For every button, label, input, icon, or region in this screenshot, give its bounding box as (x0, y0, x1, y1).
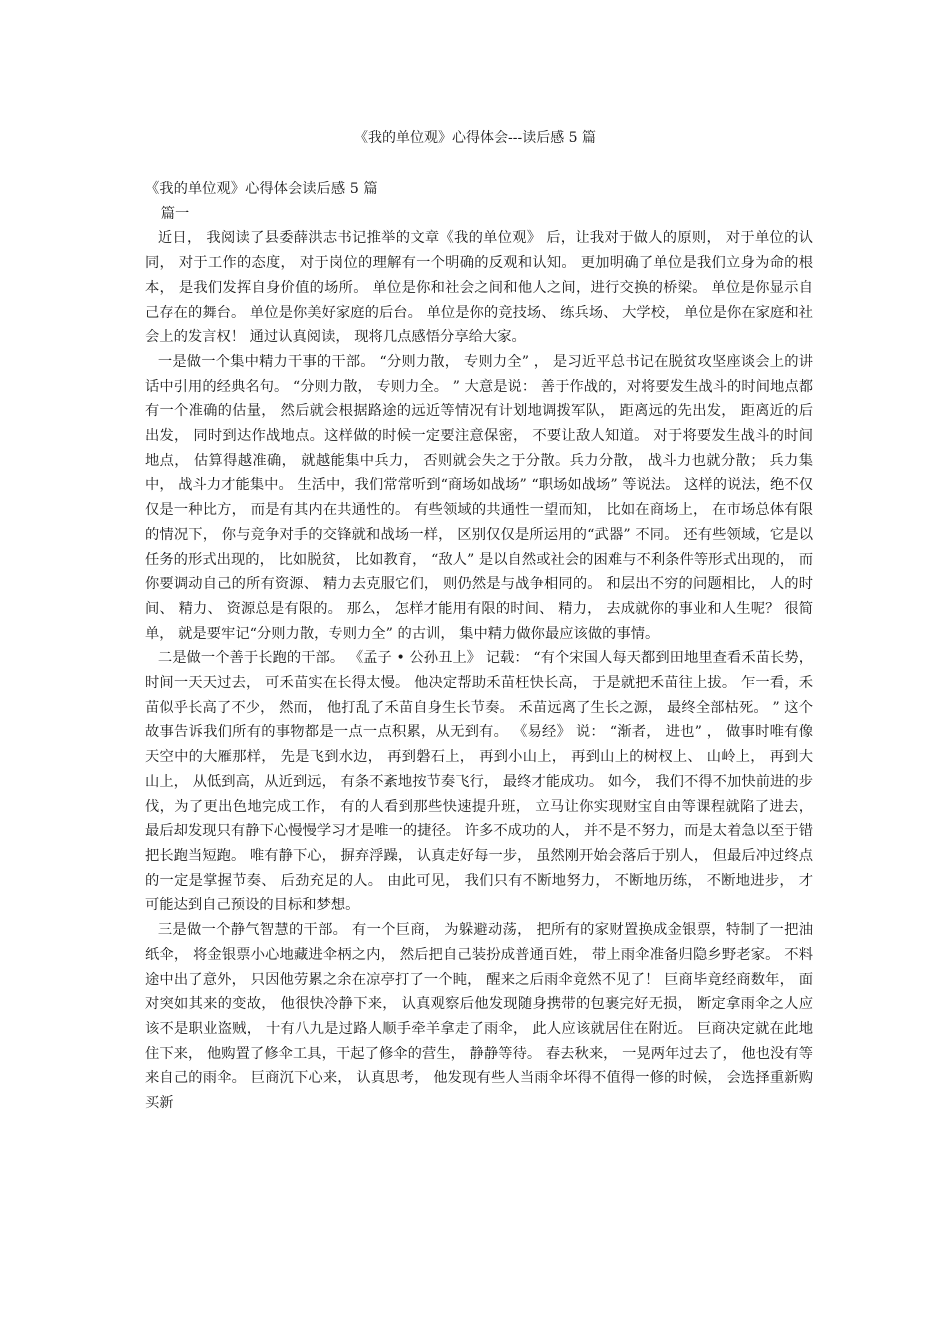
section-label: 篇一 (160, 205, 190, 222)
paragraph-point-three: 三是做一个静气智慧的干部。 有一个巨商， 为躲避动荡， 把所有的家财置换成金银票，特制了一把油纸伞， 将金银票小心地藏进伞柄之内， 然后把自己装扮成普通百姓， 带上雨伞准备归隐乡野老家。 不料途中出了意外， 只因他劳累之余在凉亭打了一个盹， 醒来之后雨伞竟然不见了！ 巨商毕竟经商数年， 面对突如其来的变故， 他很快冷静下来， 认真观察后他发现随身携带的包裹完好无损， 断定拿雨伞之人应该不是职业盗贼， 十有八九是过路人顺手牵羊拿走了雨伞， 此人应该就居住在附近。 巨商决定就在此地住下来， 他购置了修伞工具，干起了修伞的营生， 静静等待。 春去秋来， 一晃两年过去了， 他也没有等来自己的雨伞。 巨商沉下心来， 认真思考， 他发现有些人当雨伞坏得不值得一修的时候， 会选择重新购买新 (145, 922, 813, 1112)
document-body (145, 177, 813, 1116)
document-subtitle: 《我的单位观》心得体会读后感 5 篇 (145, 181, 378, 197)
paragraph-intro: 近日， 我阅读了县委薛洪志书记推举的文章《我的单位观》 后，让我对于做人的原则， 对于单位的认同， 对于工作的态度， 对于岗位的理解有一个明确的反观和认知。 更加明确了单位是我们立身为命的根本， 是我们发挥自身价值的场所。 单位是你和社会之间和他人之间，进行交换的桥梁。 单位是你显示自己存在的舞台。 单位是你美好家庭的后台。 单位是你的竞技场、 练兵场、 大学校， 单位是你在家庭和社会上的发言权！ 通过认真阅读， 现将几点感悟分享给大家。 (145, 230, 813, 346)
paragraph-point-two: 二是做一个善于长跑的干部。 《孟子 • 公孙丑上》 记载： “有个宋国人每天都到田地里查看禾苗长势， 时间一天天过去， 可禾苗实在长得太慢。 他决定帮助禾苗枉快长高， 于是就把禾苗往上拔。 乍一看，禾苗似乎长高了不少， 然而， 他打乱了禾苗自身生长节奏。 禾苗远离了生长之源， 最终全部枯死。 ” 这个故事告诉我们所有的事物都是一点一点积累，从无到有。 《易经》 说： “渐者， 进也” ， 做事时唯有像天空中的大雁那样， 先是飞到水边， 再到磐石上， 再到小山上， 再到山上的树杈上、 山岭上， 再到大山上， 从低到高，从近到远， 有条不紊地按节奏飞行， 最终才能成功。 如今， 我们不得不加快前进的步伐，为了更出色地完成工作， 有的人看到那些快速提升班， 立马让你实现财宝自由等课程就陷了进去， 最后却发现只有静下心慢慢学习才是唯一的捷径。 许多不成功的人， 并不是不努力，而是太着急以至于错把长跑当短跑。 唯有静下心， 摒弃浮躁， 认真走好每一步， 虽然刚开始会落后于别人， 但最后冲过终点的一定是掌握节奏、 后劲充足的人。 由此可见， 我们只有不断地努力， 不断地历练， 不断地进步， 才可能达到自己预设的目标和梦想。 (145, 650, 813, 914)
paragraph-point-one: 一是做一个集中精力干事的干部。 “分则力散， 专则力全” ， 是习近平总书记在脱贫攻坚座谈会上的讲话中引用的经典名句。 “分则力散， 专则力全。 ” 大意是说： 善于作战的，对将要发生战斗的时间地点都有一个准确的估量， 然后就会根据路途的远近等情况有计划地调拨军队， 距离远的先出发， 距离近的后出发， 同时到达作战地点。这样做的时候一定要注意保密， 不要让敌人知道。 对于将要发生战斗的时间地点， 估算得越准确， 就越能集中兵力， 否则就会失之于分散。兵力分散， 战斗力也就分散； 兵力集中， 战斗力才能集中。 生活中，我们常常听到“商场如战场” “职场如战场” 等说法。 这样的说法，绝不仅仅是一种比方， 而是有其内在共通性的。 有些领域的共通性一望而知， 比如在商场上， 在市场总体有限的情况下， 你与竞争对手的交锋就和战场一样， 区别仅仅是所运用的“武器” 不同。 还有些领域，它是以任务的形式出现的， 比如脱贫， 比如教育， “敌人” 是以自然或社会的困难与不利条件等形式出现的， 而你要调动自己的所有资源、 精力去克服它们， 则仍然是与战争相同的。 和层出不穷的问题相比， 人的时间、 精力、 资源总是有限的。 那么， 怎样才能用有限的时间、 精力， 去成就你的事业和人生呢？ 很简单， 就是要牢记“分则力散，专则力全” 的古训， 集中精力做你最应该做的事情。 (145, 353, 813, 642)
document-title: 《我的单位观》心得体会---读后感 5 篇 (354, 130, 596, 146)
